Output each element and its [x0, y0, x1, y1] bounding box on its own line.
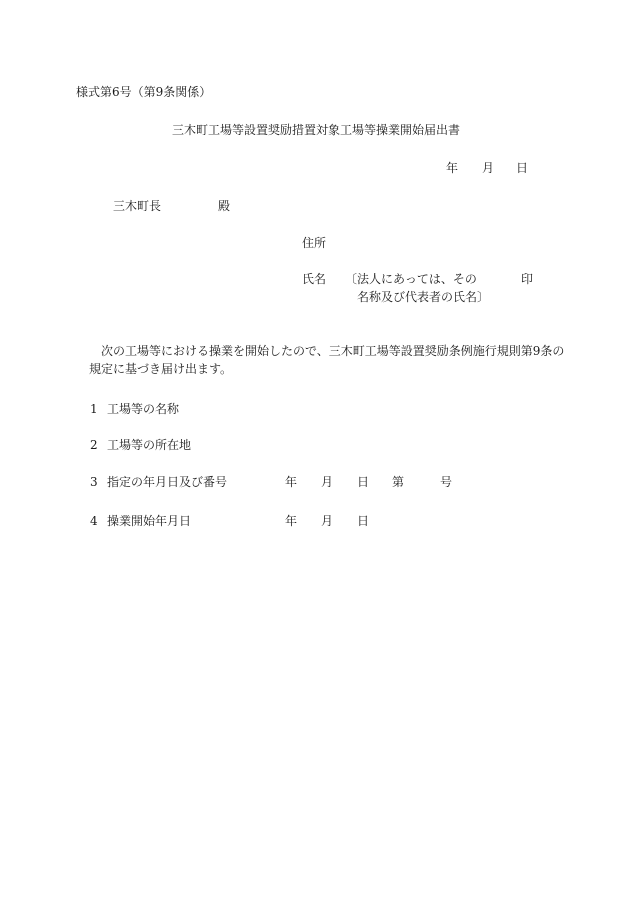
- address-label: 住所: [302, 236, 327, 250]
- item-label-factory-name: 工場等の名称: [107, 402, 180, 416]
- item-number: 4: [90, 514, 98, 528]
- body-text-line2: 規定に基づき届け出ます。: [89, 362, 233, 376]
- operation-day-label: 日: [357, 514, 370, 528]
- item-number: 2: [90, 438, 98, 452]
- form-number: 様式第6号（第9条関係）: [76, 85, 212, 99]
- date-year-label: 年: [446, 161, 459, 175]
- operation-month-label: 月: [321, 514, 334, 528]
- designation-day-label: 日: [357, 475, 370, 489]
- addressee-name: 三木町長: [113, 199, 162, 213]
- item-label-factory-location: 工場等の所在地: [107, 438, 192, 452]
- designation-number-prefix: 第: [392, 475, 405, 489]
- date-month-label: 月: [482, 161, 495, 175]
- name-note-line1: 〔法人にあっては、その: [345, 272, 477, 286]
- designation-month-label: 月: [321, 475, 334, 489]
- item-label-designation-date: 指定の年月日及び番号: [107, 475, 228, 489]
- item-number: 1: [90, 402, 98, 416]
- name-label: 氏名: [302, 272, 327, 286]
- item-number: 3: [90, 475, 98, 489]
- designation-number-suffix: 号: [440, 475, 453, 489]
- name-note-line2: 名称及び代表者の氏名〕: [357, 290, 490, 304]
- addressee-honorific: 殿: [218, 199, 231, 213]
- seal-mark: 印: [521, 272, 534, 286]
- operation-year-label: 年: [285, 514, 298, 528]
- designation-year-label: 年: [285, 475, 298, 489]
- item-label-operation-start-date: 操業開始年月日: [107, 514, 192, 528]
- date-day-label: 日: [516, 161, 529, 175]
- body-text-line1: 次の工場等における操業を開始したので、三木町工場等設置奨励条例施行規則第9条の: [101, 344, 565, 358]
- document-title: 三木町工場等設置奨励措置対象工場等操業開始届出書: [172, 123, 461, 137]
